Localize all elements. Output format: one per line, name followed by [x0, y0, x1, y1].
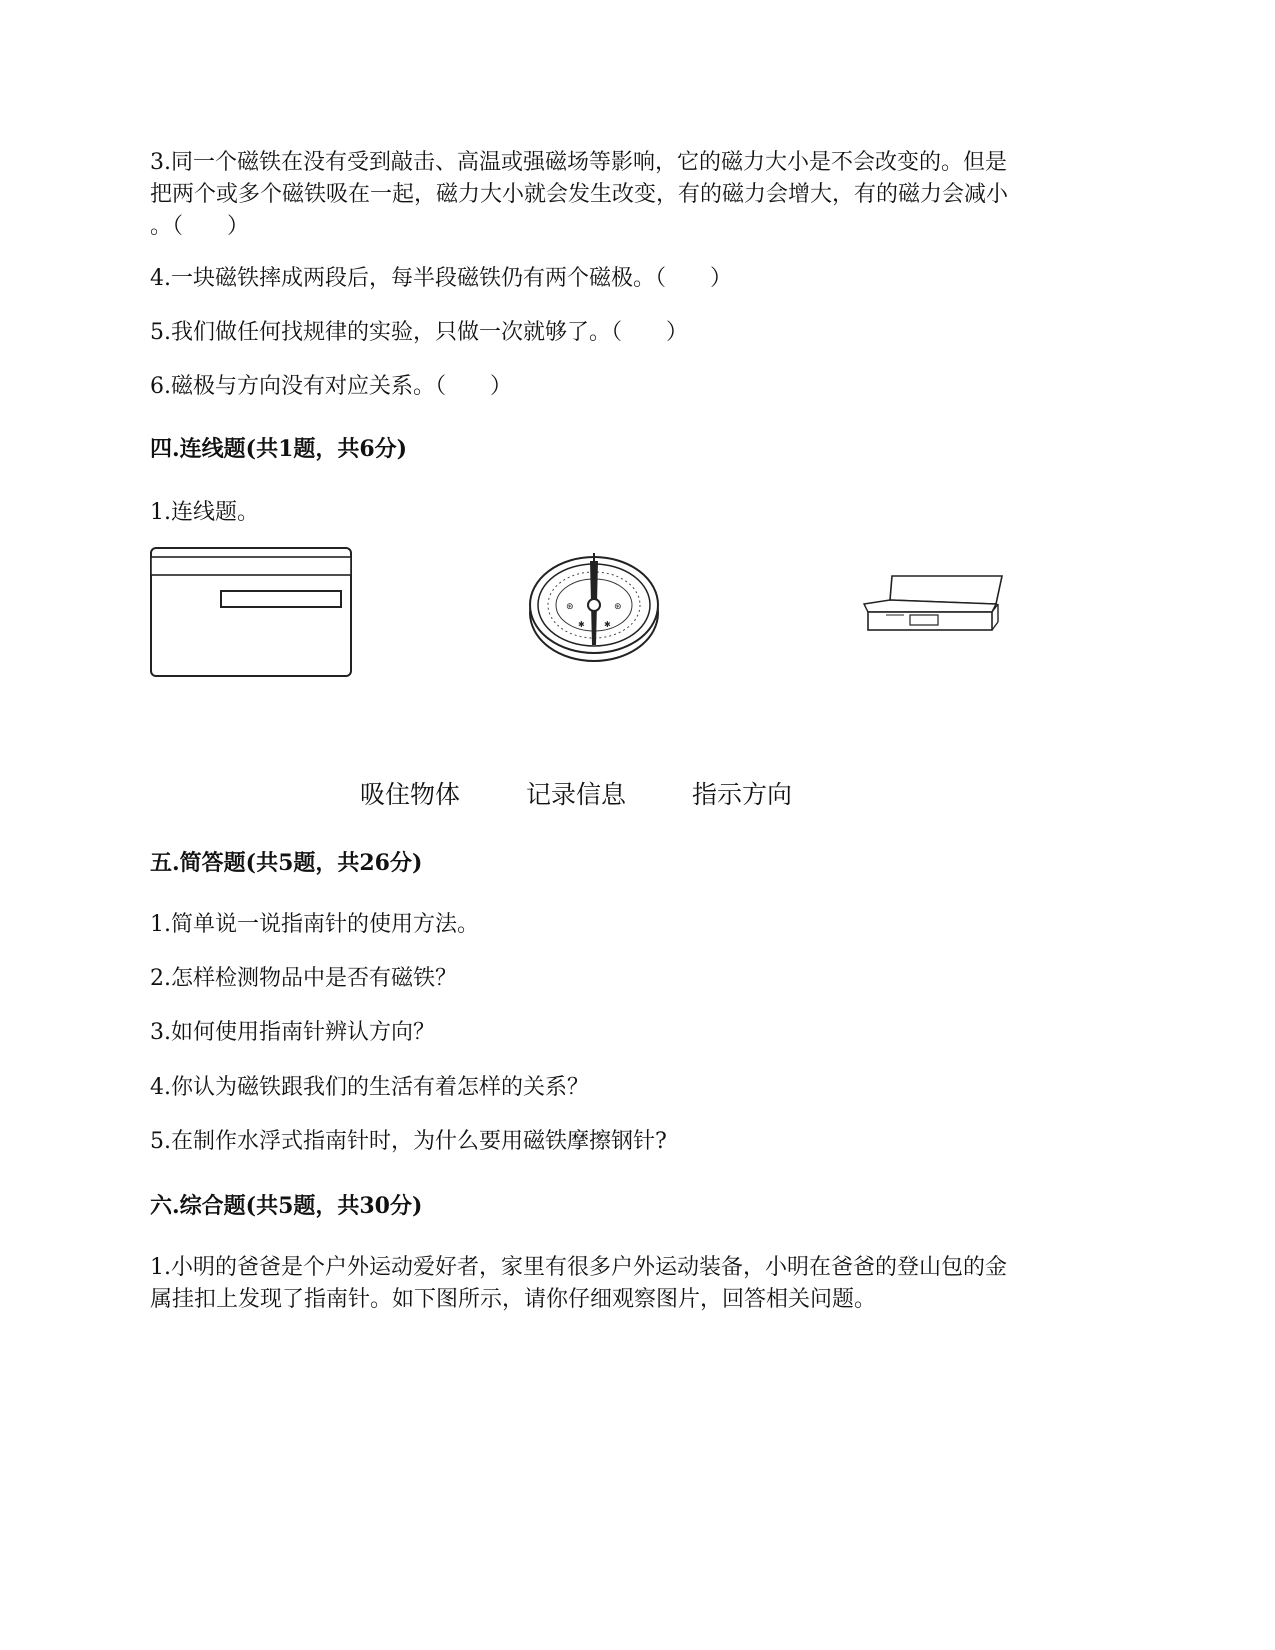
compass-image: [526, 545, 664, 667]
pencil-box-image: [860, 570, 1008, 636]
svg-text:⊛: ⊛: [614, 602, 622, 612]
section-6-heading: 六.综合题(共5题，共30分): [150, 1193, 423, 1219]
section-5-heading: 五.简答题(共5题，共26分): [150, 850, 423, 876]
section-4-heading: 四.连线题(共1题，共6分): [150, 436, 408, 462]
question-3-line-1: 3.同一个磁铁在没有受到敲击、高温或强磁场等影响，它的磁力大小是不会改变的。但是: [150, 150, 1007, 175]
question-6: 6.磁极与方向没有对应关系。（ ）: [150, 374, 512, 399]
option-indicate-direction: 指示方向: [692, 780, 793, 809]
question-3-line-2: 把两个或多个磁铁吸在一起，磁力大小就会发生改变，有的磁力会增大，有的磁力会减小: [150, 182, 1009, 207]
section-4-question-1: 1.连线题。: [150, 500, 259, 525]
svg-text:✱: ✱: [604, 620, 611, 629]
option-record-info: 记录信息: [526, 780, 627, 809]
section-5-question-3: 3.如何使用指南针辨认方向？: [150, 1020, 435, 1045]
svg-text:✱: ✱: [578, 620, 585, 629]
section-5-question-1: 1.简单说一说指南针的使用方法。: [150, 912, 479, 937]
section-6-question-1-line-2: 属挂扣上发现了指南针。如下图所示，请你仔细观察图片，回答相关问题。: [150, 1287, 877, 1312]
question-5: 5.我们做任何找规律的实验，只做一次就够了。（ ）: [150, 320, 688, 345]
question-3-line-3: 。（ ）: [150, 214, 250, 239]
section-5-question-5: 5.在制作水浮式指南针时，为什么要用磁铁摩擦钢针?: [150, 1129, 667, 1154]
section-6-question-1-line-1: 1.小明的爸爸是个户外运动爱好者，家里有很多户外运动装备，小明在爸爸的登山包的金: [150, 1255, 1007, 1280]
section-5-question-2: 2.怎样检测物品中是否有磁铁？: [150, 966, 457, 991]
section-5-question-4: 4.你认为磁铁跟我们的生活有着怎样的关系？: [150, 1075, 589, 1100]
option-attract-objects: 吸住物体: [360, 780, 461, 809]
question-4: 4.一块磁铁摔成两段后，每半段磁铁仍有两个磁极。（ ）: [150, 266, 732, 291]
svg-text:⊛: ⊛: [566, 602, 574, 612]
bank-card-image: [148, 545, 354, 679]
